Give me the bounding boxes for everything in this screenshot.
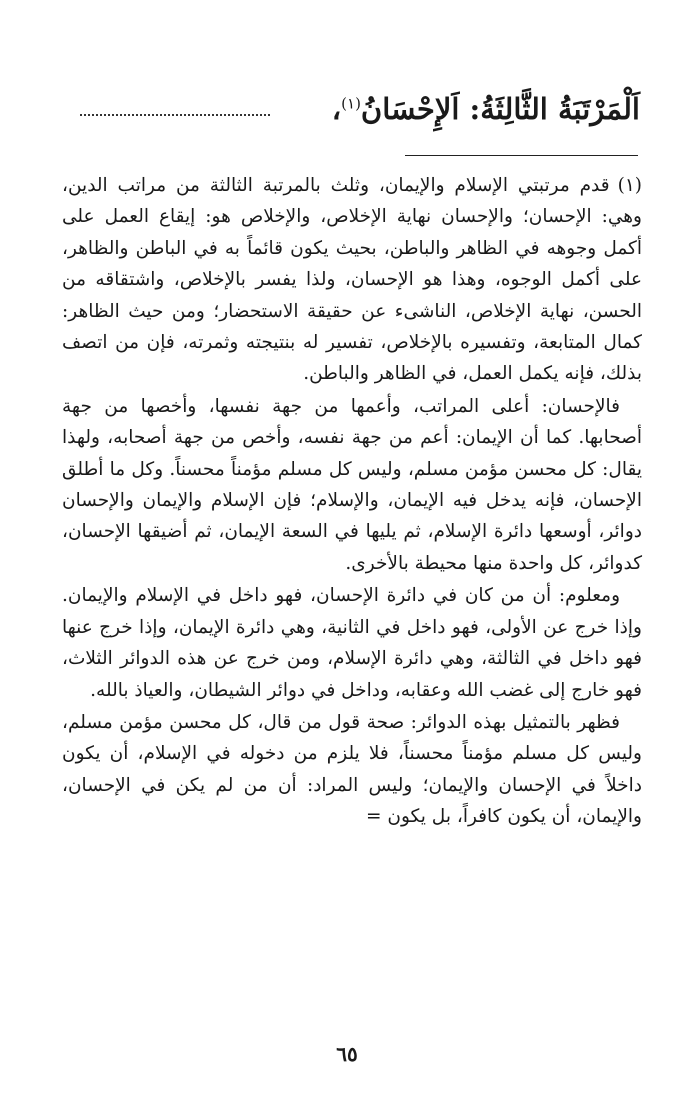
footnote-paragraph-text: قدم مرتبتي الإسلام والإيمان، وثلث بالمرتبة الثالثة من مراتب الدين، وهي: الإحسان؛ والإحسان نهاية الإخلاص، والإخلاص هو: إيقاع العمل على أكمل وجوهه في الظاهر والباطن، بحيث يكون قائماً به في الباطن والظاهر، على أكمل الوجوه، وهذا هو الإحسان، ولذا يفسر بالإخلاص، واشتقاقه من الحسن، نهاية الإخلاص، الناشىء عن حقيقة الاستحضار؛ ومن حيث الظاهر: كمال المتابعة، وتفسيره بالإخلاص، تفسير له بنتيجته وثمرته، فإن من اتصف بذلك، فإنه يكمل العمل، في الظاهر والباطن. bbox=[62, 175, 642, 385]
heading-footnote-ref: (١) bbox=[341, 94, 361, 113]
footnote-paragraph bbox=[62, 170, 642, 390]
heading-dotted-leader bbox=[80, 114, 270, 116]
heading-title: اَلْمَرْتَبَةُ الثَّالِثَةُ: اَلإِحْسَانُ bbox=[360, 92, 640, 126]
heading-comma: ، bbox=[331, 92, 342, 126]
footnote-block bbox=[62, 170, 642, 833]
footnote-paragraph: ومعلوم: أن من كان في دائرة الإحسان، فهو داخل في الإسلام والإيمان. وإذا خرج عن الأولى، فهو داخل في الثانية، وهي دائرة الإيمان، وإذا خرج عنها فهو داخل في الثالثة، وهي دائرة الإسلام، ومن خرج عن هذه الدوائر الثلاث، فهو خارج إلى غضب الله وعقابه، وداخل في دوائر الشيطان، والعياذ بالله. bbox=[62, 585, 642, 701]
footnote-marker: (١) bbox=[617, 175, 642, 196]
section-heading bbox=[332, 92, 640, 126]
footnote-paragraph: فالإحسان: أعلى المراتب، وأعمها من جهة نفسها، وأخصها من جهة أصحابها. كما أن الإيمان: أعم من جهة نفسه، وأخص من جهة أصحابه، ولهذا يقال: كل محسن مؤمن مسلم، وليس كل مسلم مؤمناً محسناً. وكل ما أطلق الإحسان، فإنه يدخل فيه الإيمان، والإسلام؛ فإن الإسلام والإيمان والإحسان دوائر، أوسعها دائرة الإسلام، ثم يليها في السعة الإيمان، ثم أضيقها الإحسان، كدوائر، كل واحدة منها محيطة بالأخرى. bbox=[62, 395, 642, 574]
footnote-separator bbox=[405, 155, 638, 156]
footnote-paragraph: فظهر بالتمثيل بهذه الدوائر: صحة قول من قال، كل محسن مؤمن مسلم، وليس كل مسلم مؤمناً محسناً، فلا يلزم من دخوله في الإسلام، أن يكون داخلاً في الإحسان والإيمان؛ وليس المراد: أن من لم يكن في الإحسان، والإيمان، أن يكون كافراً، بل يكون = bbox=[62, 711, 642, 828]
page-number: ٦٥ bbox=[336, 1042, 358, 1066]
section-heading-row bbox=[80, 92, 640, 152]
